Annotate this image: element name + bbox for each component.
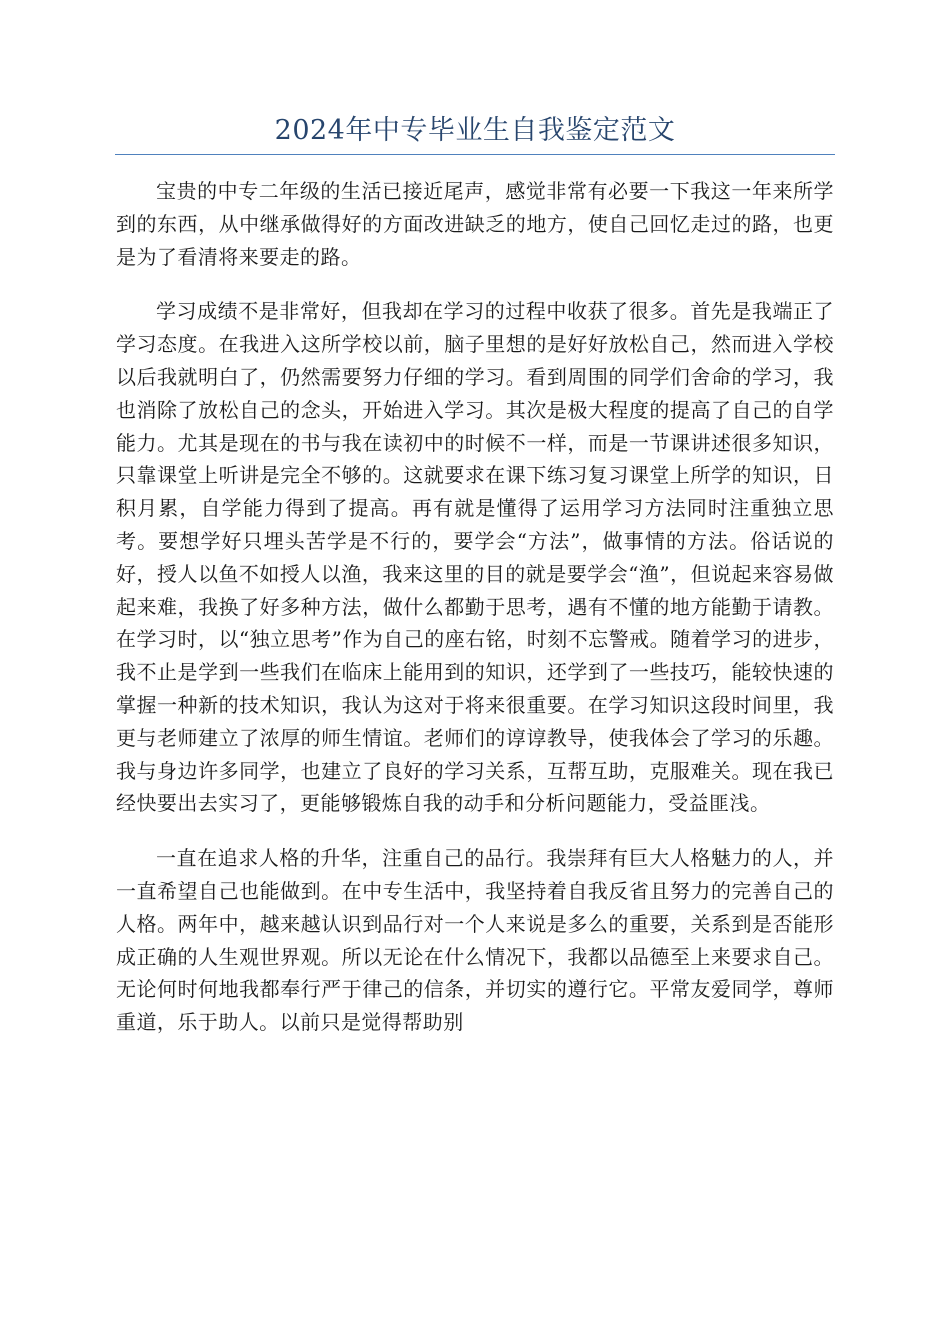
paragraph-intro: 宝贵的中专二年级的生活已接近尾声，感觉非常有必要一下我这一年来所学到的东西，从中继承做得好的方面改进缺乏的地方，使自己回忆走过的路，也更是为了看清将来要走的路。 (116, 179, 834, 269)
paragraph-character: 一直在追求人格的升华，注重自己的品行。我崇拜有巨大人格魅力的人，并一直希望自己也能做到。在中专生活中，我坚持着自我反省且努力的完善自己的人格。两年中，越来越认识到品行对一个人来说是多么的重要，关系到是否能形成正确的人生观世界观。所以无论在什么情况下，我都以品德至上来要求自己。无论何时何地我都奉行严于律己的信条，并切实的遵行它。平常友爱同学，尊师重道，乐于助人。以前只是觉得帮助别 (116, 846, 834, 1035)
title-underline (115, 154, 835, 155)
paragraph-study: 学习成绩不是非常好，但我却在学习的过程中收获了很多。首先是我端正了学习态度。在我进入这所学校以前，脑子里想的是好好放松自己，然而进入学校以后我就明白了，仍然需要努力仔细的学习。看到周围的同学们舍命的学习，我也消除了放松自己的念头，开始进入学习。其次是极大程度的提高了自己的自学能力。尤其是现在的书与我在读初中的时候不一样，而是一节课讲述很多知识，只靠课堂上听讲是完全不够的。这就要求在课下练习复习课堂上所学的知识，日积月累，自学能力得到了提高。再有就是懂得了运用学习方法同时注重独立思考。要想学好只埋头苦学是不行的，要学会“方法”，做事情的方法。俗话说的好，授人以鱼不如授人以渔，我来这里的目的就是要学会“渔”，但说起来容易做起来难，我换了好多种方法，做什么都勤于思考，遇有不懂的地方能勤于请教。在学习时，以“独立思考”作为自己的座右铭，时刻不忘警戒。随着学习的进步，我不止是学到一些我们在临床上能用到的知识，还学到了一些技巧，能较快速的掌握一种新的技术知识，我认为这对于将来很重要。在学习知识这段时间里，我更与老师建立了浓厚的师生情谊。老师们的谆谆教导，使我体会了学习的乐趣。我与身边许多同学，也建立了良好的学习关系，互帮互助，克服难关。现在我已经快要出去实习了，更能够锻炼自我的动手和分析问题能力，受益匪浅。 (116, 299, 834, 816)
document-body (116, 175, 834, 1061)
document-title: 2024年中专毕业生自我鉴定范文 (274, 115, 676, 146)
